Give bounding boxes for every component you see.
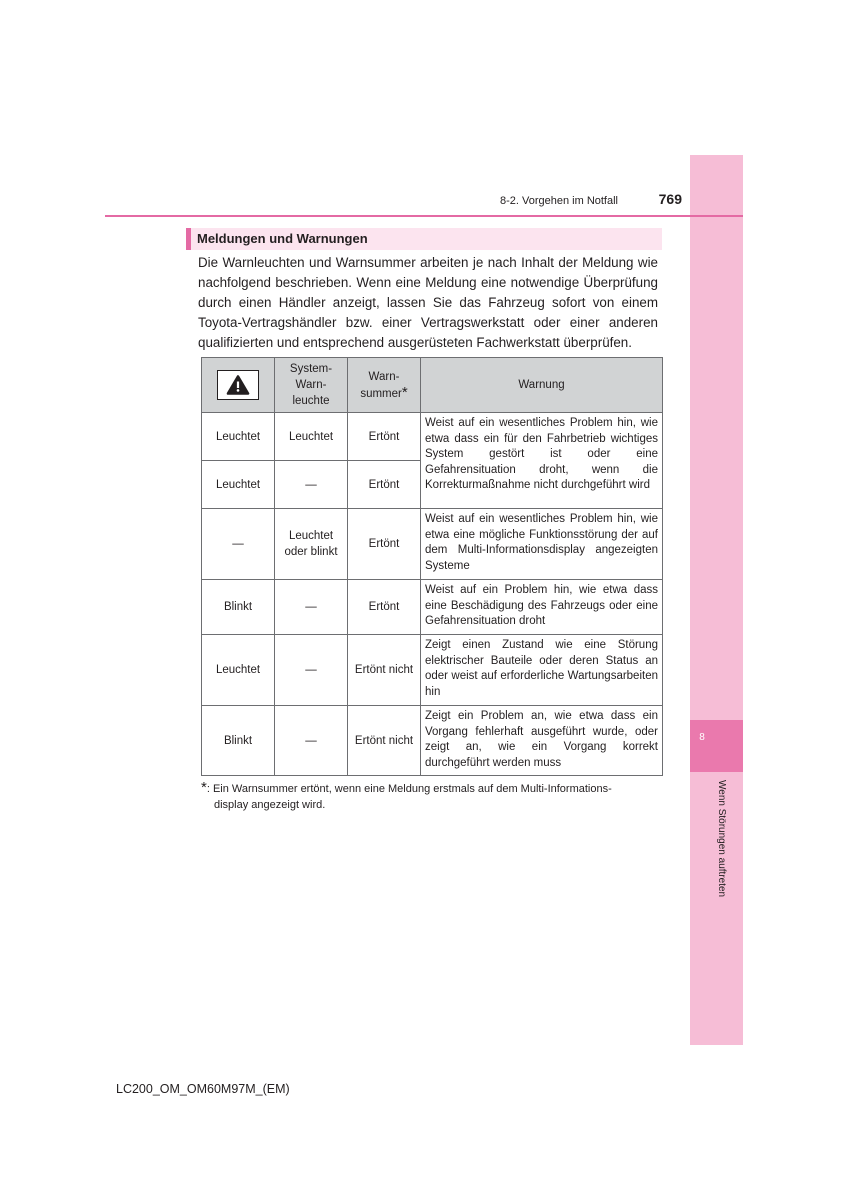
cell-warning-description: Zeigt ein Problem an, wie etwa dass ein Vorgang fehlerhaft ausgeführt wurde, oder zeigt an, wie ein Vorgang korrekt durchgeführt werden muss [421, 706, 663, 776]
table-row [202, 413, 663, 461]
footer-code: LC200_OM_OM60M97M_(EM) [116, 1082, 290, 1096]
intro-paragraph: Die Warnleuchten und Warnsummer arbeiten je nach Inhalt der Meldung wie nachfolgend beschrieben. Wenn eine Meldung eine notwendige Überprüfung durch einen Händler anzeigt, lassen Sie das Fahrzeug sofort von einem Toyota-Vertragshändler bzw. einer Vertragswerkstatt oder einer anderen qualifizierten und entsprechend ausgerüsteten Fachwerkstatt überprüfen. [198, 255, 658, 350]
footnote-text: : Ein Warnsummer ertönt, wenn eine Meldung erstmals auf dem Multi-Informations- [206, 783, 612, 795]
footnote [201, 780, 663, 813]
table-row [202, 580, 663, 635]
table-header-row [202, 358, 663, 413]
side-tab [690, 155, 743, 1045]
table-row [202, 635, 663, 706]
footnote-mark: * [201, 779, 207, 796]
section-heading-marker [186, 228, 191, 250]
cell-status: — [202, 509, 275, 580]
cell-system-light: — [275, 580, 348, 635]
section-heading: Meldungen und Warnungen [197, 231, 368, 246]
page-number: 769 [658, 191, 682, 207]
cell-system-light: — [275, 635, 348, 706]
header-icon-cell [202, 358, 275, 413]
cell-buzzer: Ertönt [348, 413, 421, 461]
cell-status: Leuchtet [202, 635, 275, 706]
cell-warning-description: Weist auf ein wesentliches Problem hin, wie etwa eine mögliche Funktionsstörung der auf dem Multi-Informationsdisplay angezeigten Systeme [421, 509, 663, 580]
header-warnung: Warnung [421, 358, 663, 413]
cell-buzzer: Ertönt nicht [348, 635, 421, 706]
chapter-number: 8 [699, 732, 705, 743]
cell-status: Leuchtet [202, 413, 275, 461]
cell-status: Blinkt [202, 580, 275, 635]
cell-status: Leuchtet [202, 461, 275, 509]
cell-buzzer: Ertönt [348, 461, 421, 509]
cell-system-light: Leuchtet [275, 413, 348, 461]
chapter-label: Wenn Störungen auftreten [716, 780, 727, 898]
cell-warning-description: Weist auf ein Problem hin, wie etwa dass eine Beschädigung des Fahrzeugs oder eine Gefahrensituation droht [421, 580, 663, 635]
table-row [202, 509, 663, 580]
header-rule [105, 215, 743, 217]
cell-warning-description: Weist auf ein wesentliches Problem hin, wie etwa dass ein für den Fahrbetrieb wichtiges System gestört ist oder eine Gefahrensituation droht, wenn die Korrekturmaßnahme nicht durchgeführt wird [421, 413, 663, 509]
table-row [202, 706, 663, 776]
cell-system-light: — [275, 461, 348, 509]
side-tab-active [690, 720, 743, 772]
cell-buzzer: Ertönt nicht [348, 706, 421, 776]
warning-triangle-icon [217, 370, 259, 400]
footnote-line [201, 780, 663, 797]
cell-system-light: — [275, 706, 348, 776]
cell-buzzer: Ertönt [348, 580, 421, 635]
header-system-light: System- Warn- leuchte [275, 358, 348, 413]
header-section: 8-2. Vorgehen im Notfall [499, 195, 618, 207]
cell-buzzer: Ertönt [348, 509, 421, 580]
footnote-text-continued: display angezeigt wird. [214, 799, 326, 811]
warning-table [201, 357, 663, 776]
header-buzzer: Warn- summer* [348, 358, 421, 413]
cell-system-light: Leuchtet oder blinkt [275, 509, 348, 580]
cell-warning-description: Zeigt einen Zustand wie eine Störung elektrischer Bauteile oder deren Status an oder weist auf erforderliche Wartungsarbeiten hin [421, 635, 663, 706]
cell-status: Blinkt [202, 706, 275, 776]
